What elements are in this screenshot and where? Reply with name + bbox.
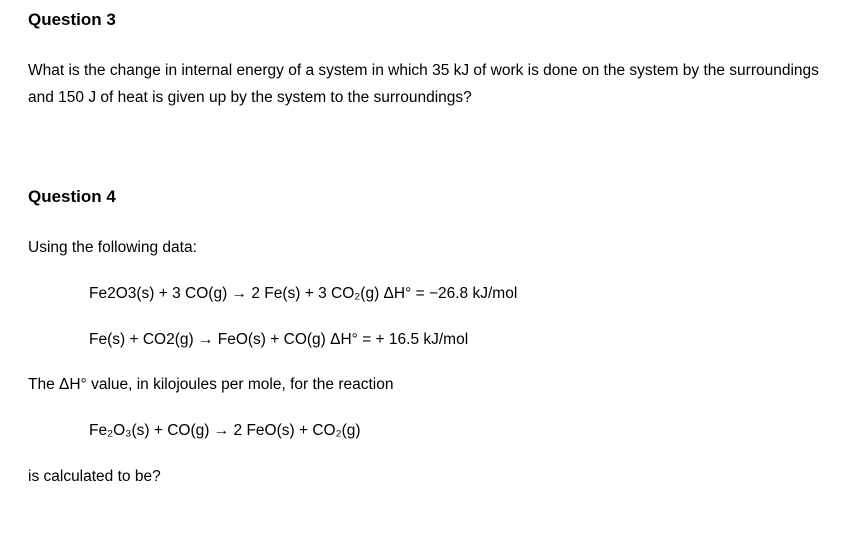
question-3-text: What is the change in internal energy of a system in which 35 kJ of work is done on the system by the surroundings and 150 J of heat is given up by the system to the surroundings?	[28, 62, 819, 106]
question-4-closing: is calculated to be?	[28, 468, 161, 485]
question-4-prompt: The ΔH° value, in kilojoules per mole, for the reaction	[28, 376, 394, 393]
question-3-heading: Question 3	[28, 10, 116, 29]
equation-1: Fe2O3(s) + 3 CO(g) → 2 Fe(s) + 3 CO₂(g) ΔH° = −26.8 kJ/mol	[89, 285, 518, 302]
equation-2: Fe(s) + CO2(g) → FeO(s) + CO(g) ΔH° = + 16.5 kJ/mol	[89, 331, 469, 348]
target-reaction: Fe₂O₃(s) + CO(g) → 2 FeO(s) + CO₂(g)	[89, 422, 361, 439]
question-4-heading: Question 4	[28, 187, 116, 206]
question-4-intro: Using the following data:	[28, 239, 197, 256]
